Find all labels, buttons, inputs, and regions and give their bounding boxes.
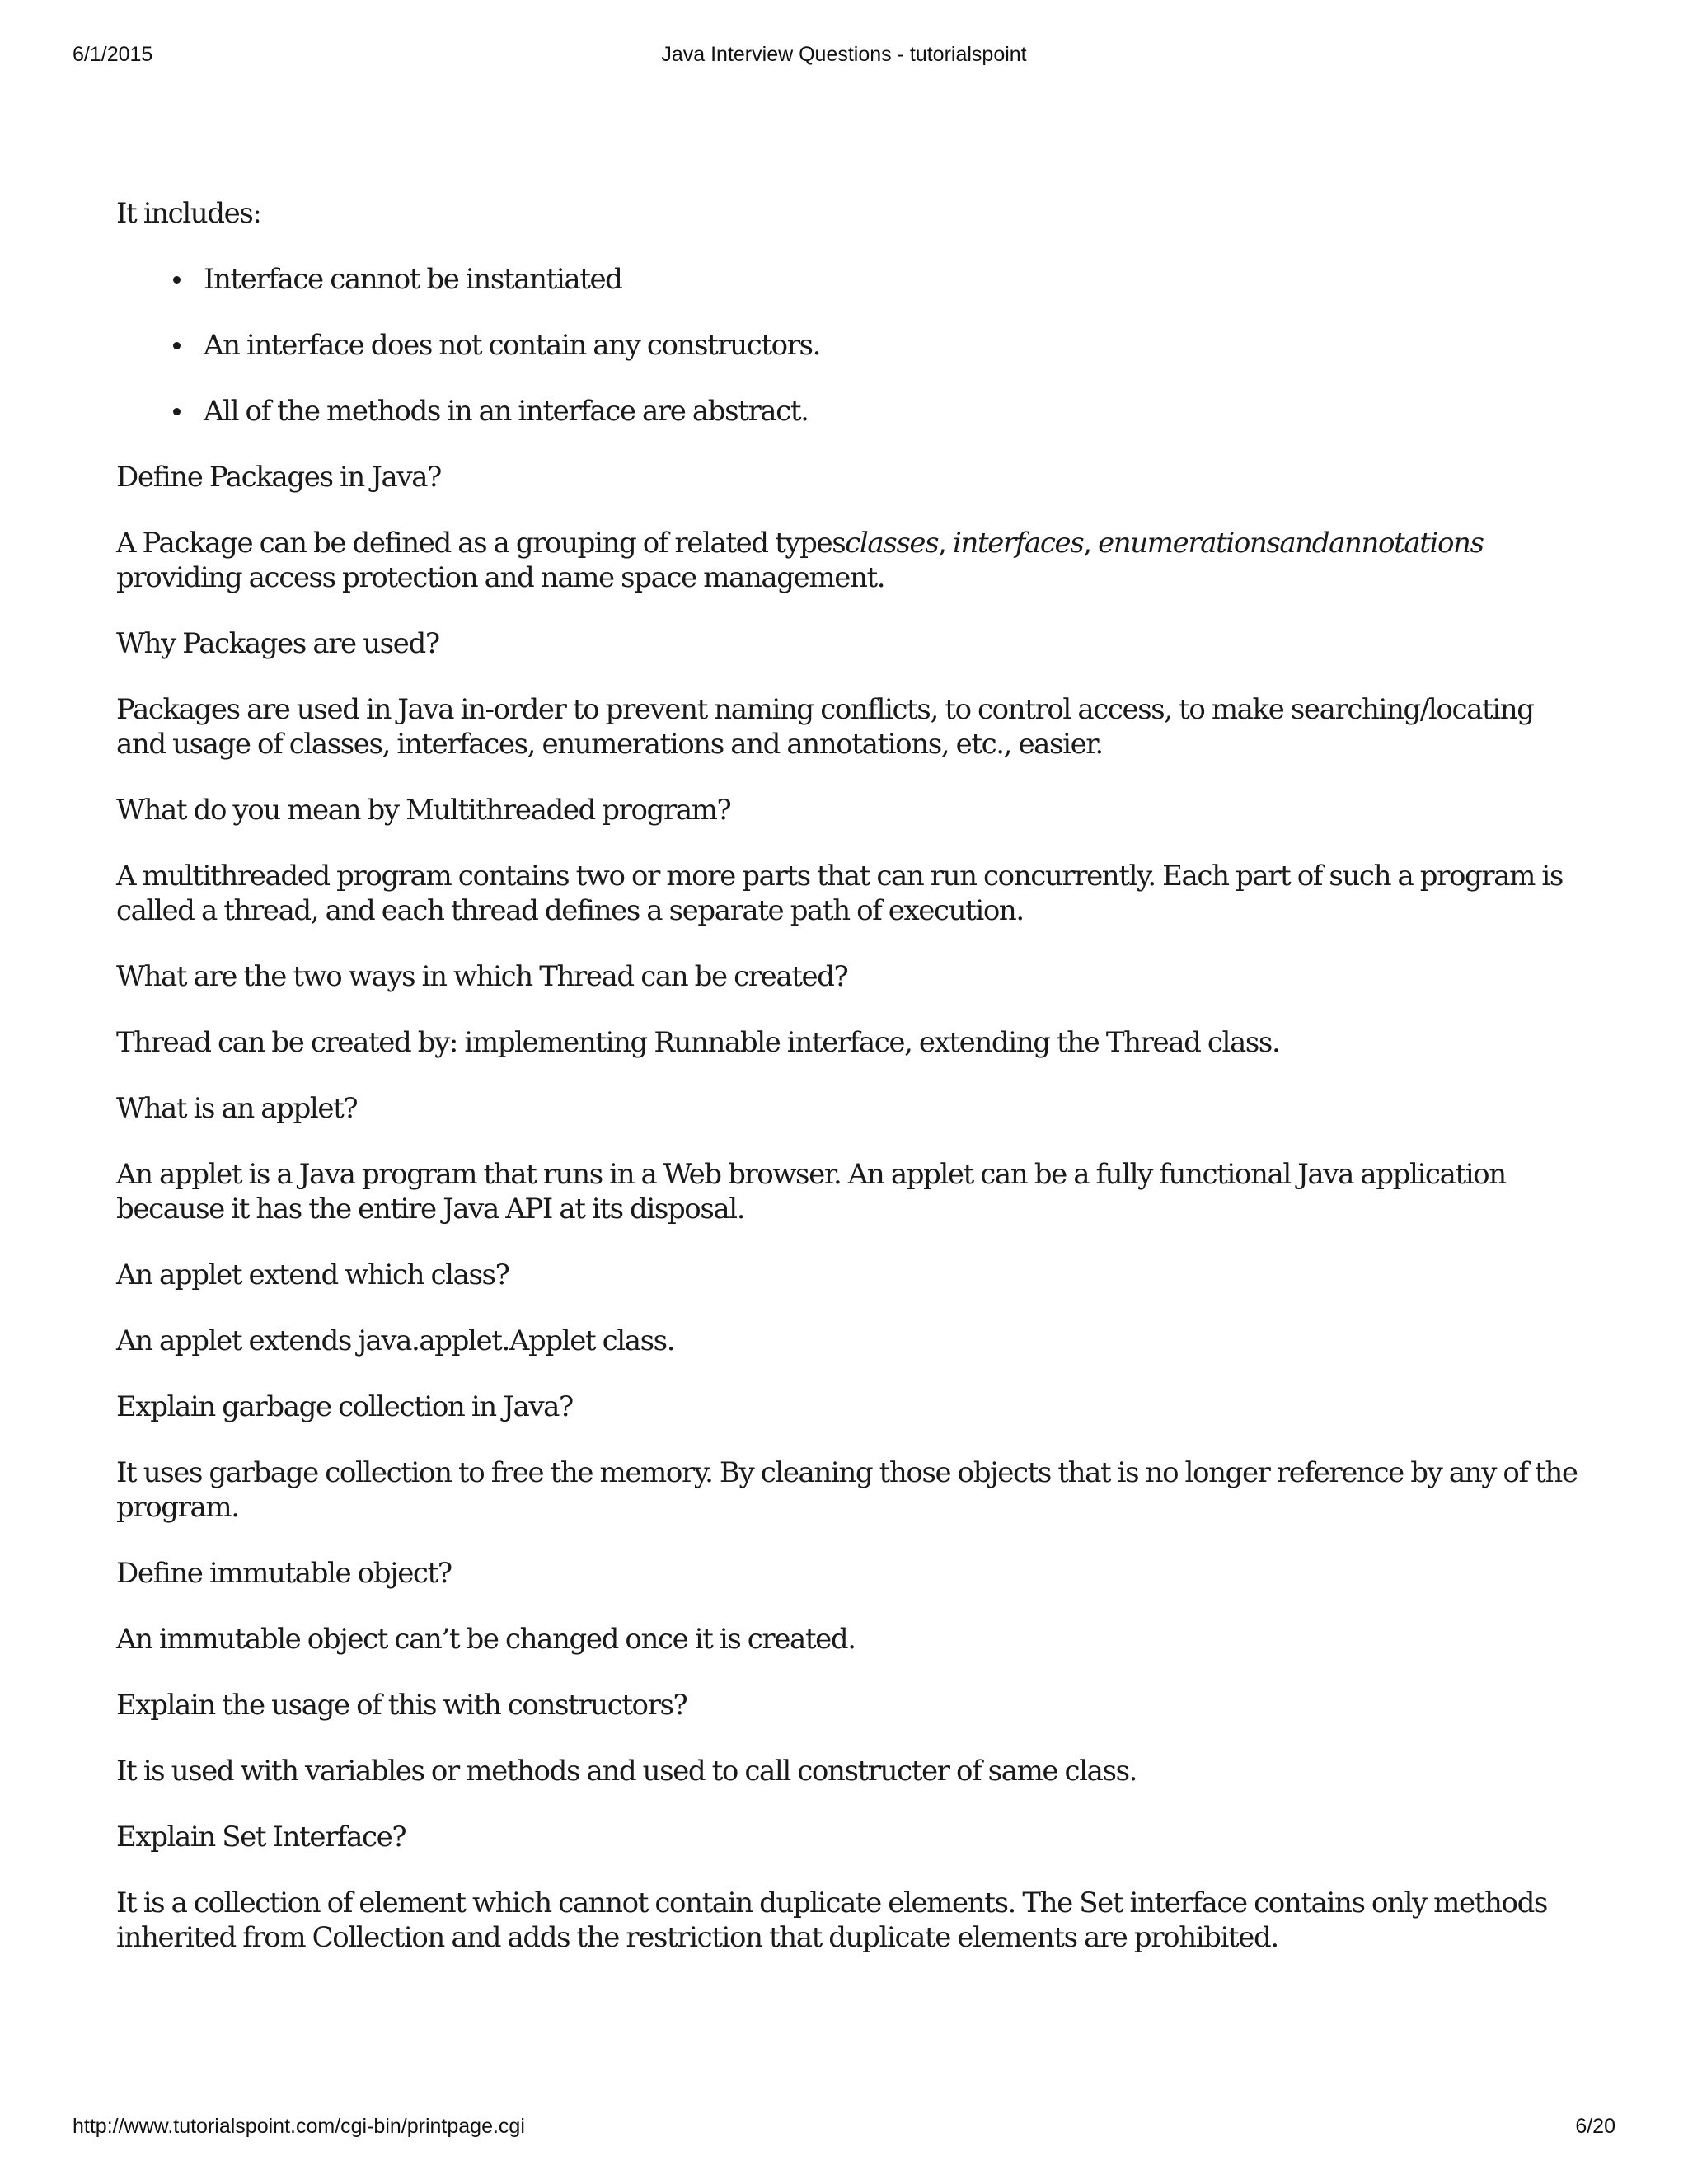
- answer-packages-text: A Package can be defined as a grouping of related types: [116, 527, 846, 560]
- question-packages: Define Packages in Java?: [116, 461, 441, 494]
- header-title: Java Interview Questions - tutorialspoint: [661, 43, 1027, 66]
- answer-applet: An applet is a Java program that runs in a Web browser. An applet can be a fully functional Java application because it has the entire Java API at its disposal.: [116, 1158, 1506, 1226]
- answer-packages: [116, 526, 1583, 595]
- document-body: [116, 196, 1583, 1986]
- question-multithreaded: What do you mean by Multithreaded program?: [116, 794, 731, 827]
- answer-packages-used: Packages are used in Java in-order to prevent naming conflicts, to control access, to make searching/locating and usage of classes, interfaces, enumerations and annotations, etc., easier.: [116, 693, 1534, 761]
- list-item: [204, 394, 1583, 429]
- question-garbage-collection: Explain garbage collection in Java?: [116, 1390, 573, 1423]
- question-applet: What is an applet?: [116, 1092, 358, 1125]
- bullet-icon: [173, 276, 181, 284]
- question-this-constructors: Explain the usage of this with constructors?: [116, 1689, 687, 1722]
- comma: ,: [938, 527, 953, 560]
- answer-packages-text-2: providing access protection and name space management.: [116, 561, 885, 594]
- page-footer: [73, 2115, 1615, 2143]
- page-header: [73, 43, 1615, 71]
- question-thread-ways: What are the two ways in which Thread can be created?: [116, 960, 848, 993]
- footer-page-number: 6/20: [1575, 2115, 1615, 2138]
- list-item-text: All of the methods in an interface are abstract.: [204, 395, 809, 428]
- list-item: [204, 262, 1583, 297]
- answer-immutable: An immutable object can’t be changed once it is created.: [116, 1623, 856, 1656]
- list-item-text: Interface cannot be instantiated: [204, 263, 622, 296]
- bullet-icon: [173, 342, 181, 349]
- math-classes: classes: [845, 527, 939, 560]
- header-date: 6/1/2015: [73, 43, 153, 66]
- question-packages-used: Why Packages are used?: [116, 627, 439, 660]
- math-enumerations: enumerationsandannotations: [1098, 527, 1484, 560]
- comma: ,: [1083, 527, 1099, 560]
- bullet-icon: [173, 408, 181, 415]
- answer-thread-ways: Thread can be created by: implementing Runnable interface, extending the Thread class.: [116, 1026, 1280, 1059]
- answer-multithreaded: A multithreaded program contains two or more parts that can run concurrently. Each part of such a program is called a thread, and each thread defines a separate path of execution.: [116, 860, 1563, 927]
- list-item-text: An interface does not contain any constructors.: [204, 329, 821, 362]
- answer-this-constructors: It is used with variables or methods and used to call constructer of same class.: [116, 1755, 1137, 1788]
- intro-text: It includes:: [116, 197, 261, 230]
- question-set-interface: Explain Set Interface?: [116, 1821, 406, 1854]
- question-immutable: Define immutable object?: [116, 1557, 452, 1590]
- math-interfaces: interfaces: [952, 527, 1084, 560]
- question-applet-extend: An applet extend which class?: [116, 1258, 509, 1291]
- answer-set-interface: It is a collection of element which cannot contain duplicate elements. The Set interface contains only methods inherited from Collection and adds the restriction that duplicate elements are prohibited.: [116, 1886, 1547, 1954]
- interface-bullet-list: [116, 262, 1583, 429]
- list-item: [204, 328, 1583, 363]
- answer-garbage-collection: It uses garbage collection to free the memory. By cleaning those objects that is no longer reference by any of the program.: [116, 1456, 1578, 1524]
- answer-applet-extend: An applet extends java.applet.Applet class.: [116, 1324, 675, 1357]
- footer-url-link[interactable]: http://www.tutorialspoint.com/cgi-bin/printpage.cgi: [73, 2115, 525, 2138]
